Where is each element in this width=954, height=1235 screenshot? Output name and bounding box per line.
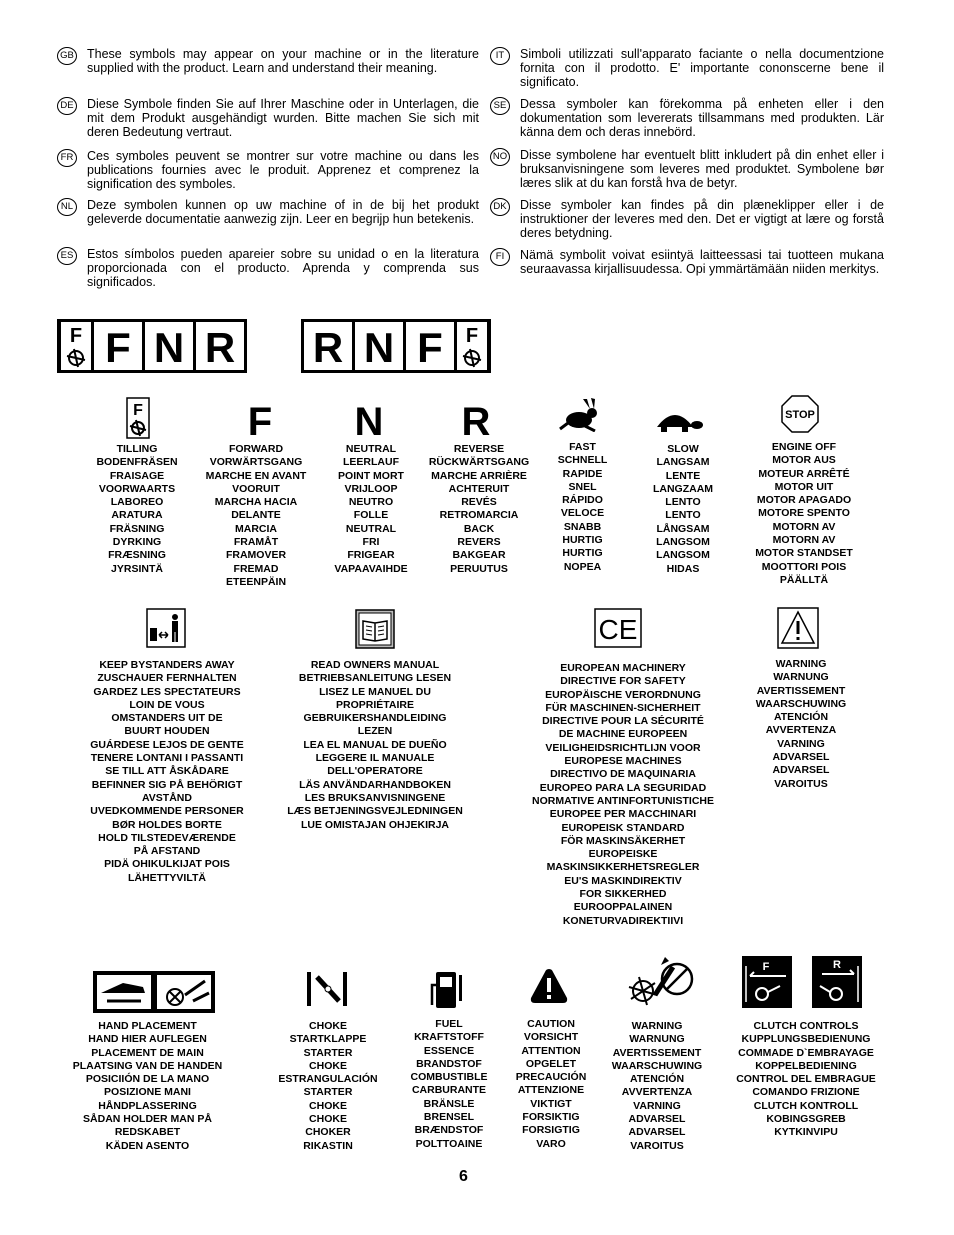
intro-se [493,97,884,139]
label-read-manual [277,659,473,832]
symbol-label-line: PIDÄ OHIKULKIJAT POIS [104,858,230,871]
symbol-label-line: POLTTOAINE [415,1137,483,1150]
symbol-label-line: RIKASTIN [303,1139,353,1152]
svg-text:F: F [133,402,143,419]
symbol-label-line: BRENSEL [423,1111,475,1124]
symbol-label-line: LANGSOM [656,536,710,549]
symbol-label-line: FRI [362,536,380,549]
symbol-label-line: HURTIG [562,547,603,560]
symbol-label-line: JYRSINTÄ [111,562,163,575]
symbol-label-line: MOTORN AV [772,520,836,533]
symbol-label-line: ZUSCHAUER FERNHALTEN [97,672,237,685]
warning-icon [777,607,819,649]
symbol-label-line: CONTROL DEL EMBRAGUE [736,1073,876,1086]
symbol-label-line: KEEP BYSTANDERS AWAY [99,659,235,671]
intro-de [60,97,479,139]
lang-badge: DE [57,97,77,115]
symbol-label-line: EUROPESE MACHINES [564,755,682,768]
label-fast [535,441,630,574]
symbol-label-line: SE TILL ATT ÅSKÅDARE [105,765,229,778]
label-reverse [420,443,538,576]
symbol-label-line: CHOKE [309,1020,347,1032]
symbol-label-line: MOOTTORI POIS [761,560,847,573]
symbol-label-line: FRÆSNING [108,549,166,562]
symbol-label-line: ATTENTION [521,1044,581,1057]
symbol-label-line: KONETURVADIREKTIIVI [562,914,684,927]
symbol-label-line: VORWÄRTSGANG [209,456,303,469]
symbol-label-line: LÄS ANVÄNDARHANDBOKEN [299,778,451,791]
symbol-label-line: LÄHETTYVILTÄ [128,871,206,884]
symbol-label-line: FAST [569,441,596,453]
symbol-label-line: EUROPEE PER MACCHINARI [549,808,697,821]
symbol-label-line: CLUTCH KONTROLL [753,1099,859,1112]
svg-text:N: N [354,400,384,438]
symbol-label-line: BRANDSTOF [416,1057,482,1070]
intro-text: Estos símbolos pueden apareier sobre su unidad o en la literatura proporcionada con el producto. Aprenda y comprenda sus significados. [87,247,479,289]
symbol-label-line: POSICIIÓN DE LA MANO [85,1073,210,1086]
intro-fr [60,149,479,191]
svg-text:F: F [762,961,770,973]
symbol-label-line: CAUTION [527,1018,575,1030]
symbol-label-line: BACK [463,522,495,535]
intro-it [495,47,884,89]
symbol-label-line: VOORWAARTS [98,482,176,495]
symbol-label-line: ADVARSEL [772,764,830,777]
symbol-label-line: LANGSOM [656,549,710,562]
symbol-label-line: EUROPEISKE [588,848,658,861]
symbol-label-line: EUROPÄISCHE VERORDNUNG [545,688,701,701]
lang-badge: FI [490,248,510,266]
intro-dk [493,198,884,240]
tortoise-icon [651,405,705,435]
symbol-label-line: LÅNGSAM [656,522,710,535]
symbol-label-line: FREMAD [233,562,279,575]
intro-text: Deze symbolen kunnen op uw machine of in de bij het produkt geleverde documentatie aanwezig zijn. Leer en begrijp hun betekenis. [87,198,479,226]
symbol-label-line: ATTENZIONE [517,1084,585,1097]
label-warning [740,658,862,791]
small-f-label: F [69,325,83,347]
symbol-label-line: MOTOR AUS [772,454,836,467]
lang-badge: GB [57,47,77,65]
symbol-label-line: LOIN DE VOUS [129,698,205,711]
symbol-label-line: CHOKER [305,1126,351,1139]
symbol-label-line: WARNING [775,658,827,670]
symbol-label-line: FORSIKTIG [522,1111,580,1124]
symbol-label-line: DE MACHINE EUROPEEN [558,728,688,741]
symbol-label-line: VAROITUS [630,1139,684,1152]
symbol-label-line: ATENCIÓN [773,711,829,724]
label-forward [195,443,317,589]
symbol-label-line: AVVERTENZA [765,724,837,737]
symbol-label-line: MARCHE EN AVANT [205,469,307,482]
symbol-label-line: RAPIDE [562,467,603,480]
forward-icon [242,400,278,438]
symbol-label-line: VARNING [777,737,825,750]
intro-text: Ces symboles peuvent se montrer sur votre machine ou dans les publications fournies avec le produit. Apprenez et comprenez la signification des symboles. [87,149,479,191]
intro-text: Disse symboler kan findes på din plæneklipper eller i de instruktioner der leveres med den. Det er vigtigt at lære og forstå deres betydning. [520,198,884,240]
symbol-label-line: ESTRANGULACIÓN [278,1073,378,1086]
symbol-label-line: CARBURANTE [411,1084,487,1097]
symbol-label-line: AVERTISSEMENT [612,1046,702,1059]
svg-text:R: R [461,400,491,438]
symbol-label-line: STARTKLAPPE [289,1033,367,1046]
svg-text:STOP: STOP [785,409,815,421]
symbol-label-line: KÄDEN ASENTO [105,1139,190,1152]
symbol-label-line: WARNUNG [629,1033,685,1046]
symbol-label-line: ACHTERUIT [448,482,510,495]
symbol-label-line: BØR HOLDES BORTE [112,818,222,831]
shift-letter: N [363,324,395,371]
symbol-label-line: FRAMOVER [225,549,287,562]
symbol-label-line: PLAATSING VAN DE HANDEN [72,1059,223,1072]
shift-letter: R [312,324,344,371]
symbol-label-line: POINT MORT [338,469,404,482]
symbol-label-line: VELOCE [560,507,605,520]
symbol-label-line: KOBINGSGREB [766,1113,846,1126]
symbol-label-line: VRIJLOOP [344,482,398,495]
symbol-label-line: ARATURA [111,509,163,522]
symbol-label-line: EUROPEAN MACHINERY [560,662,686,674]
ce-mark-icon [594,608,642,648]
symbol-label-line: WAARSCHUWING [611,1059,703,1072]
symbol-label-line: FORWARD [228,443,284,455]
svg-text:R: R [833,959,841,971]
symbol-label-line: SLOW [667,443,699,455]
symbol-label-line: LEGGERE IL MANUALE [315,752,435,765]
symbol-label-line: MOTORE SPENTO [758,507,850,520]
symbol-label-line: PÅ AFSTAND [133,845,201,858]
symbol-label-line: MOTOR STANDSET [755,547,853,560]
shift-panel-rnf [300,318,492,374]
symbol-label-line: BAKGEAR [452,549,506,562]
symbol-label-line: READ OWNERS MANUAL [310,659,440,671]
symbol-label-line: WARNING [631,1020,683,1032]
symbol-label-line: ENGINE OFF [771,441,837,453]
reverse-icon [458,400,494,438]
symbol-label-line: HAND PLACEMENT [98,1020,197,1032]
shift-panel-fnr [56,318,248,374]
symbol-label-line: REVERSE [453,443,505,455]
intro-es [60,247,479,289]
stop-icon [780,394,820,434]
symbol-label-line: REVERS [457,536,501,549]
symbol-label-line: AVSTÅND [142,791,192,804]
symbol-label-line: OPGELET [525,1057,577,1070]
symbol-label-line: PLACEMENT DE MAIN [91,1046,204,1059]
label-engine-off [740,441,868,587]
symbol-label-line: HIDAS [666,562,700,575]
tines-warning-icon [625,955,697,1013]
symbol-label-line: LANGZAAM [652,482,714,495]
symbol-label-line: LENTO [665,509,701,522]
symbol-label-line: MARCIA [235,522,277,535]
symbol-label-line: FRAMÅT [233,536,279,549]
symbol-label-line: COMMADE D`EMBRAYAGE [738,1046,874,1059]
symbol-label-line: DELL'OPERATORE [327,765,423,778]
symbol-label-line: LUE OMISTAJAN OHJEKIRJA [301,818,449,831]
symbol-label-line: LENTO [665,496,701,509]
symbol-label-line: TILLING [116,443,158,455]
symbol-label-line: VORSICHT [523,1031,579,1044]
symbol-label-line: LÆS BETJENINGSVEJLEDNINGEN [287,805,463,818]
symbol-label-line: BRÆNDSTOF [414,1124,484,1137]
symbol-label-line: VARNING [633,1099,681,1112]
symbol-label-line: LISEZ LE MANUEL DU [319,685,431,698]
bystanders-icon [146,608,186,648]
symbol-label-line: HURTIG [562,534,603,547]
symbol-label-line: MOTEUR ARRÊTÉ [758,467,850,480]
symbol-label-line: FUEL [435,1018,463,1030]
symbol-label-line: HÅNDPLASSERING [98,1099,197,1112]
symbol-label-line: KRAFTSTOFF [414,1031,484,1044]
symbol-label-line: TENERE LONTANI I PASSANTI [90,752,244,765]
symbol-label-line: WARNUNG [773,671,829,684]
symbol-label-line: LANGSAM [656,456,710,469]
symbol-label-line: BETRIEBSANLEITUNG LESEN [298,672,452,685]
label-tines-warning [597,1020,717,1153]
symbol-label-line: NEUTRO [348,496,394,509]
lang-badge: FR [57,149,77,167]
symbol-label-line: CHOKE [309,1059,347,1072]
symbol-label-line: FRÄSNING [109,522,165,535]
hand-placement-icon [93,971,215,1013]
lang-badge: DK [490,198,510,216]
label-fuel [394,1018,504,1151]
symbol-label-line: CLUTCH CONTROLS [753,1020,859,1032]
intro-text: Simboli utilizzati sull'apparato faciante o nella documentzione fornita con il prodotto. E' importante cononscerne bene il significato. [520,47,884,89]
label-ce [518,662,728,928]
intro-text: Diese Symbole finden Sie auf Ihrer Maschine oder in Unterlagen, die mit dem Produkt ausgehändigt wurden. Bitte machen Sie sich mit deren Bedeutung vertraut. [87,97,479,139]
symbol-label-line: DYRKING [112,536,162,549]
symbol-label-line: CHOKE [309,1113,347,1126]
symbol-label-line: STARTER [303,1046,353,1059]
symbol-label-line: ESSENCE [423,1044,475,1057]
symbol-label-line: DELANTE [231,509,281,522]
symbol-label-line: VEILIGHEIDSRICHTLIJN VOOR [545,741,701,754]
symbol-label-line: DIRECTIVE POUR LA SÉCURITÉ [542,715,704,728]
symbol-label-line: EUROPEISK STANDARD [561,821,685,834]
symbol-label-line: LABOREO [110,496,164,509]
symbol-label-line: RETROMARCIA [439,509,519,522]
symbol-label-line: LEA EL MANUAL DE DUEÑO [303,738,447,751]
svg-text:CE: CE [598,614,638,645]
symbol-label-line: NORMATIVE ANTINFORTUNISTICHE [532,794,714,807]
intro-nl [60,198,479,226]
intro-no [492,148,884,190]
manual-icon [355,609,395,649]
intro-text: Disse symbolene har eventuelt blitt inkludert på din enhet eller i bruksanvisningene som leveres med produktet. Symbolene bør læres slik at du kan forstå hva de betyr. [520,148,884,190]
symbol-label-line: SÅDAN HOLDER MAN PÅ [83,1113,212,1126]
symbol-label-line: AVERTISSEMENT [756,684,846,697]
symbol-label-line: EUROPEO PARA LA SEGURIDAD [539,781,707,794]
intro-text: Nämä symbolit voivat esiintyä laitteessasi tai tuotteen mukana seuraavassa kirjallisuudessa. Opi ymmärtämään niiden merkitys. [520,248,884,276]
shift-letter: R [204,324,236,371]
symbol-label-line: MOTORN AV [772,534,836,547]
symbol-label-line: KOPPELBEDIENING [755,1059,857,1072]
symbol-label-line: MOTOR APAGADO [756,494,852,507]
symbol-label-line: VARO [536,1137,566,1150]
symbol-label-line: ETEENPÄIN [225,575,287,588]
symbol-label-line: ADVARSEL [628,1126,686,1139]
small-f-label: F [465,325,479,347]
symbol-label-line: MOTOR UIT [774,480,834,493]
symbol-label-line: LEERLAUF [343,456,399,469]
symbol-label-line: BRÄNSLE [423,1097,475,1110]
symbol-label-line: GARDEZ LES SPECTATEURS [93,685,241,698]
symbol-label-line: PROPRIÉTAIRE [336,698,414,711]
symbol-label-line: PRECAUCIÓN [515,1071,587,1084]
symbol-label-line: BUURT HOUDEN [124,725,210,738]
symbol-label-line: EUROOPPALAINEN [573,901,673,914]
symbol-label-line: RÁPIDO [562,494,603,507]
intro-gb [60,47,479,75]
symbol-label-line: WAARSCHUWING [755,697,847,710]
label-tilling [77,443,197,576]
symbol-label-line: MARCHA HACIA [214,496,298,509]
symbol-label-line: NEUTRAL [345,522,397,535]
neutral-icon [351,400,387,438]
tilling-icon [126,397,150,439]
symbol-label-line: HOLD TILSTEDEVÆRENDE [98,831,236,844]
lang-badge: IT [490,47,510,65]
symbol-label-line: NOPEA [563,560,602,573]
symbol-label-line: FORSIGTIG [522,1124,580,1137]
symbol-label-line: LES BRUKSANVISNINGENE [304,791,446,804]
label-neutral [315,443,427,576]
svg-text:F: F [247,400,273,438]
intro-text: Dessa symboler kan förekomma på enheten eller i den dokumentation som levererats tillsammans med produkten. Lär känna dem och deras innebörd. [520,97,884,139]
symbol-label-line: SCHNELL [557,454,608,467]
choke-icon [305,969,351,1009]
symbol-label-line: POSIZIONE MANI [104,1086,191,1099]
symbol-label-line: SNABB [563,520,602,533]
symbol-label-line: COMANDO FRIZIONE [752,1086,860,1099]
label-hand-placement [60,1020,235,1153]
symbol-label-line: ADVARSEL [772,751,830,764]
page-number: 6 [459,1168,468,1185]
label-caution [500,1018,602,1151]
symbol-label-line: FRIGEAR [347,549,395,562]
symbol-label-line: FOR SIKKERHED [579,888,667,901]
symbol-label-line: KUPPLUNGSBEDIENUNG [741,1033,871,1046]
symbol-label-line: LENTE [665,469,701,482]
symbol-label-line: COMBUSTIBLE [410,1071,488,1084]
symbol-label-line: MARCHE ARRIÈRE [431,469,527,482]
symbol-label-line: FOLLE [353,509,389,522]
symbol-label-line: KYTKINVIPU [774,1126,838,1139]
symbol-label-line: DIRECTIVE FOR SAFETY [560,675,686,688]
symbol-label-line: NEUTRAL [345,443,397,455]
symbol-label-line: EU'S MASKINDIREKTIV [564,874,682,887]
symbol-label-line: FÜR MASCHINEN-SICHERHEIT [545,701,701,714]
symbol-label-line: GUÁRDESE LEJOS DE GENTE [90,738,244,751]
symbol-label-line: PÄÄLLTÄ [779,573,829,586]
symbol-label-line: ATENCIÓN [629,1073,685,1086]
symbol-label-line: VAPAAVAIHDE [334,562,408,575]
symbol-label-line: GEBRUIKERSHANDLEIDING [303,712,447,725]
symbol-label-line: VOORUIT [232,482,280,495]
symbol-label-line: OMSTANDERS UIT DE [111,712,223,725]
symbol-label-line: AVVERTENZA [621,1086,693,1099]
symbol-label-line: LEZEN [357,725,393,738]
symbol-label-line: SNEL [568,480,597,493]
symbol-label-line: STARTER [303,1086,353,1099]
lang-badge: SE [490,97,510,115]
symbol-label-line: VAROITUS [774,777,828,790]
label-clutch [722,1020,890,1140]
symbol-label-line: UVEDKOMMENDE PERSONER [90,805,244,818]
shift-letter: F [105,324,131,371]
symbol-label-line: BODENFRÄSEN [96,456,178,469]
symbol-label-line: RÜCKWÄRTSGANG [428,456,530,469]
symbol-label-line: PERUUTUS [450,562,508,575]
symbol-label-line: FÖR MASKINSÄKERHET [560,834,686,847]
hare-icon [557,398,603,432]
lang-badge: NO [490,148,510,166]
label-choke [268,1020,388,1153]
symbol-label-line: HAND HIER AUFLEGEN [88,1033,207,1046]
symbol-label-line: REDSKABET [114,1126,181,1139]
lang-badge: ES [57,247,77,265]
label-bystanders [77,659,257,885]
caution-icon [529,967,569,1005]
clutch-icon [742,956,864,1008]
symbol-label-line: FRAISAGE [109,469,165,482]
intro-fi [495,248,884,276]
symbol-label-line: VIKTIGT [530,1097,572,1110]
label-slow [632,443,734,576]
symbol-label-line: ADVARSEL [628,1113,686,1126]
fuel-icon [430,969,464,1011]
symbol-label-line: CHOKE [309,1099,347,1112]
lang-badge: NL [57,198,77,216]
shift-letter: N [153,324,185,371]
shift-letter: F [417,324,443,371]
symbol-label-line: BEFINNER SIG PÅ BEHÖRIGT [91,778,243,791]
symbol-label-line: DIRECTIVO DE MAQUINARIA [550,768,696,781]
symbol-label-line: REVÉS [461,496,497,509]
symbol-label-line: MASKINSIKKERHETSREGLER [546,861,700,874]
intro-text: These symbols may appear on your machine or in the literature supplied with the product. Learn and understand their meaning. [87,47,479,75]
